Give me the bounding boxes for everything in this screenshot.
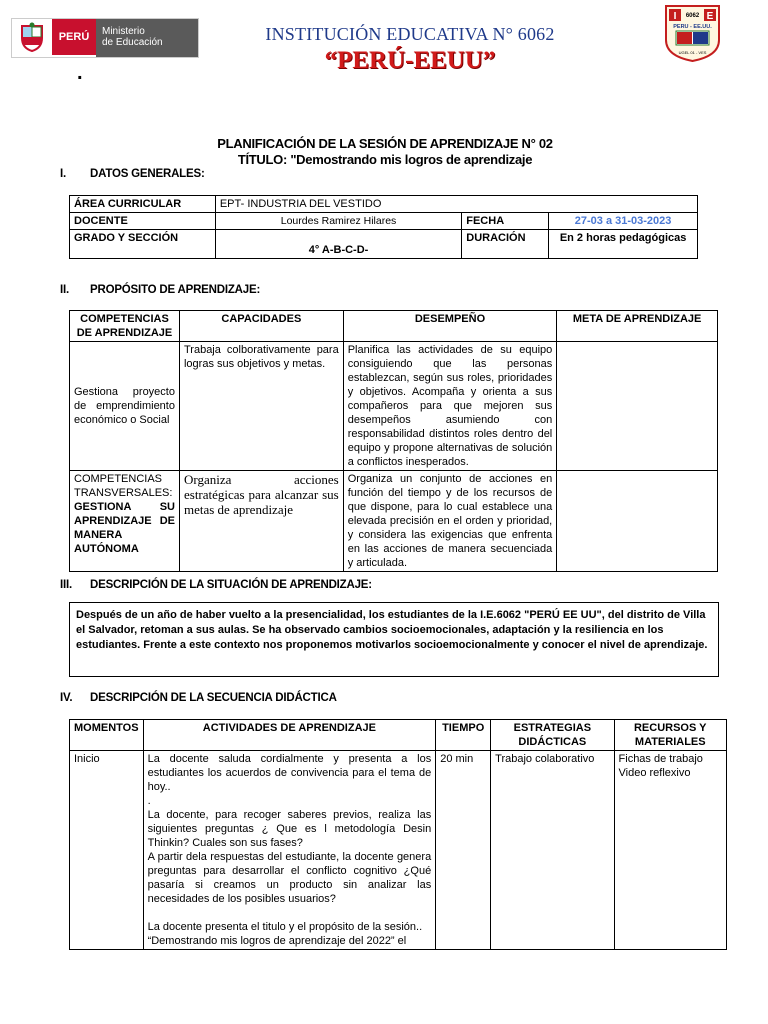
moment-inicio: Inicio (70, 751, 144, 950)
section-number: IV. (60, 692, 73, 704)
section-heading-general (60, 168, 205, 180)
resource-item: Video reflexivo (618, 767, 691, 779)
table-row (70, 751, 727, 950)
section-label: DESCRIPCIÓN DE LA SECUENCIA DIDÁCTICA (90, 692, 337, 704)
competence-2-type: COMPETENCIAS TRANSVERSALES: (74, 473, 173, 499)
purpose-header-meta: META DE APRENDIZAJE (557, 311, 718, 342)
competence-2 (70, 471, 180, 572)
activity-paragraph: “Demostrando mis logros de aprendizaje del 2022” el (147, 935, 407, 947)
strategy-cell: Trabajo colaborativo (491, 751, 614, 950)
shield-number: 6062 (685, 13, 700, 19)
section-heading-purpose (60, 284, 260, 296)
capacity-2: Organiza acciones estratégicas para alcanzar sus metas de aprendizaje (179, 471, 343, 572)
section-label: DATOS GENERALES: (90, 168, 205, 180)
sequence-header-momentos: MOMENTOS (70, 720, 144, 751)
purpose-header-desempeno: DESEMPEÑO (343, 311, 557, 342)
table-row (70, 196, 698, 213)
area-label: ÁREA CURRICULAR (70, 196, 216, 213)
activity-paragraph: . (147, 795, 151, 807)
session-subtitle: TÍTULO: "Demostrando mis logros de aprendizaje (237, 152, 533, 167)
peru-crest-icon (12, 19, 52, 55)
resource-item: Fichas de trabajo (618, 753, 703, 765)
table-row (70, 342, 718, 471)
activity-paragraph: La docente saluda cordialmente y presenta a los estudiantes los acuerdos de convivencia para el tema de hoy.. (147, 753, 432, 793)
ministry-peru-label: PERÚ (52, 19, 96, 55)
grado-value: 4° A-B-C-D- (215, 230, 461, 259)
table-row (70, 311, 718, 342)
sequence-header-recursos: RECURSOS Y MATERIALES (614, 720, 726, 751)
ministry-name-line-2: de Educación (102, 37, 163, 48)
duracion-label: DURACIÓN (462, 230, 549, 259)
table-row (70, 230, 698, 259)
activity-paragraph: A partir dela respuestas del estudiante, la docente genera preguntas para desarrollar el conflicto cognitivo ¿Qué pasaría si creamos un producto sin analizar las necesidades de los posibles usuarios? (147, 851, 432, 905)
shield-letter-e: E (706, 11, 714, 22)
institution-title: INSTITUCIÓN EDUCATIVA N° 6062 (265, 24, 555, 44)
activity-paragraph: La docente, para recoger saberes previos, realiza las siguientes preguntas ¿ Que es l metodología Desin Thinkin? Cuales son sus fases? (147, 809, 432, 849)
docente-label: DOCENTE (70, 213, 216, 230)
ministry-logo (11, 18, 199, 58)
sequence-table (69, 719, 727, 950)
sequence-header-tiempo: TIEMPO (436, 720, 491, 751)
goal-1 (557, 342, 718, 471)
sequence-header-estrategias: ESTRATEGIAS DIDÁCTICAS (491, 720, 614, 751)
purpose-header-competencias: COMPETENCIAS DE APRENDIZAJE (70, 311, 180, 342)
section-number: III. (60, 579, 72, 591)
section-number: I. (60, 168, 66, 180)
purpose-header-capacidades: CAPACIDADES (179, 311, 343, 342)
shield-footer: UGEL 01 - VES (678, 50, 707, 55)
activity-paragraph: La docente presenta el titulo y el propósito de la sesión.. (147, 921, 423, 933)
section-number: II. (60, 284, 69, 296)
capacity-1: Trabaja colborativamente para logras sus objetivos y metas. (179, 342, 343, 471)
section-label: DESCRIPCIÓN DE LA SITUACIÓN DE APRENDIZAJE: (90, 579, 372, 591)
table-row (70, 213, 698, 230)
section-label: PROPÓSITO DE APRENDIZAJE: (90, 284, 261, 296)
ministry-name-line-1: Ministerio (102, 26, 145, 37)
stray-dot: . (77, 62, 83, 84)
purpose-table (69, 310, 718, 572)
section-heading-situation (60, 579, 372, 591)
ministry-name (96, 19, 198, 57)
shield-letter-i: I (673, 11, 677, 22)
docente-value: Lourdes Ramirez Hilares (215, 213, 461, 230)
shield-text: PERU - EE.UU. (673, 24, 712, 30)
school-shield-icon (664, 4, 721, 62)
section-heading-sequence (60, 692, 337, 704)
time-cell: 20 min (436, 751, 491, 950)
fecha-label: FECHA (462, 213, 549, 230)
table-row (70, 720, 727, 751)
grado-label: GRADO Y SECCIÓN (70, 230, 216, 259)
performance-1: Planifica las actividades de su equipo consiguiendo que las personas establezcan, según sus roles, prioridades y objetivos. Acompaña y orienta a sus compañeros para que mejoren sus desempeños asumiendo con responsabilidad distintos roles dentro del equipo y propone alternativas de solución a conflictos inesperados. (343, 342, 557, 471)
activities-cell (143, 751, 436, 950)
fecha-value: 27-03 a 31-03-2023 (549, 213, 698, 230)
general-data-table (69, 195, 698, 259)
table-row (70, 471, 718, 572)
sequence-header-actividades: ACTIVIDADES DE APRENDIZAJE (143, 720, 436, 751)
situation-description: Después de un año de haber vuelto a la presencialidad, los estudiantes de la I.E.6062 "PERÚ EE UU", del distrito de Villa el Salvador, retoman a sus aulas. Se ha observado cambios socioemocionales, adaptación y la resiliencia en los estudiantes. Frente a este contexto nos proponemos motivarlos socioemocionalmente y conocer el nivel de aprendizaje. (69, 602, 719, 677)
competence-1: Gestiona proyecto de emprendimiento económico o Social (70, 342, 180, 471)
school-name: “PERÚ-EEUU” (324, 47, 496, 74)
session-title: PLANIFICACIÓN DE LA SESIÓN DE APRENDIZAJE N° 02 (217, 136, 553, 151)
resources-cell (614, 751, 726, 950)
competence-2-name: GESTIONA SU APRENDIZAJE DE MANERA AUTÓNOMA (74, 501, 175, 555)
duracion-value: En 2 horas pedagógicas (549, 230, 698, 259)
performance-2: Organiza un conjunto de acciones en función del tiempo y de los recursos de que dispone, para lo cual establece una elevada precisión en el orden y prioridad, y considera las exigencias que enfrenta en las acciones de manera secuenciada y articulada. (343, 471, 557, 572)
goal-2 (557, 471, 718, 572)
area-value: EPT- INDUSTRIA DEL VESTIDO (215, 196, 697, 213)
